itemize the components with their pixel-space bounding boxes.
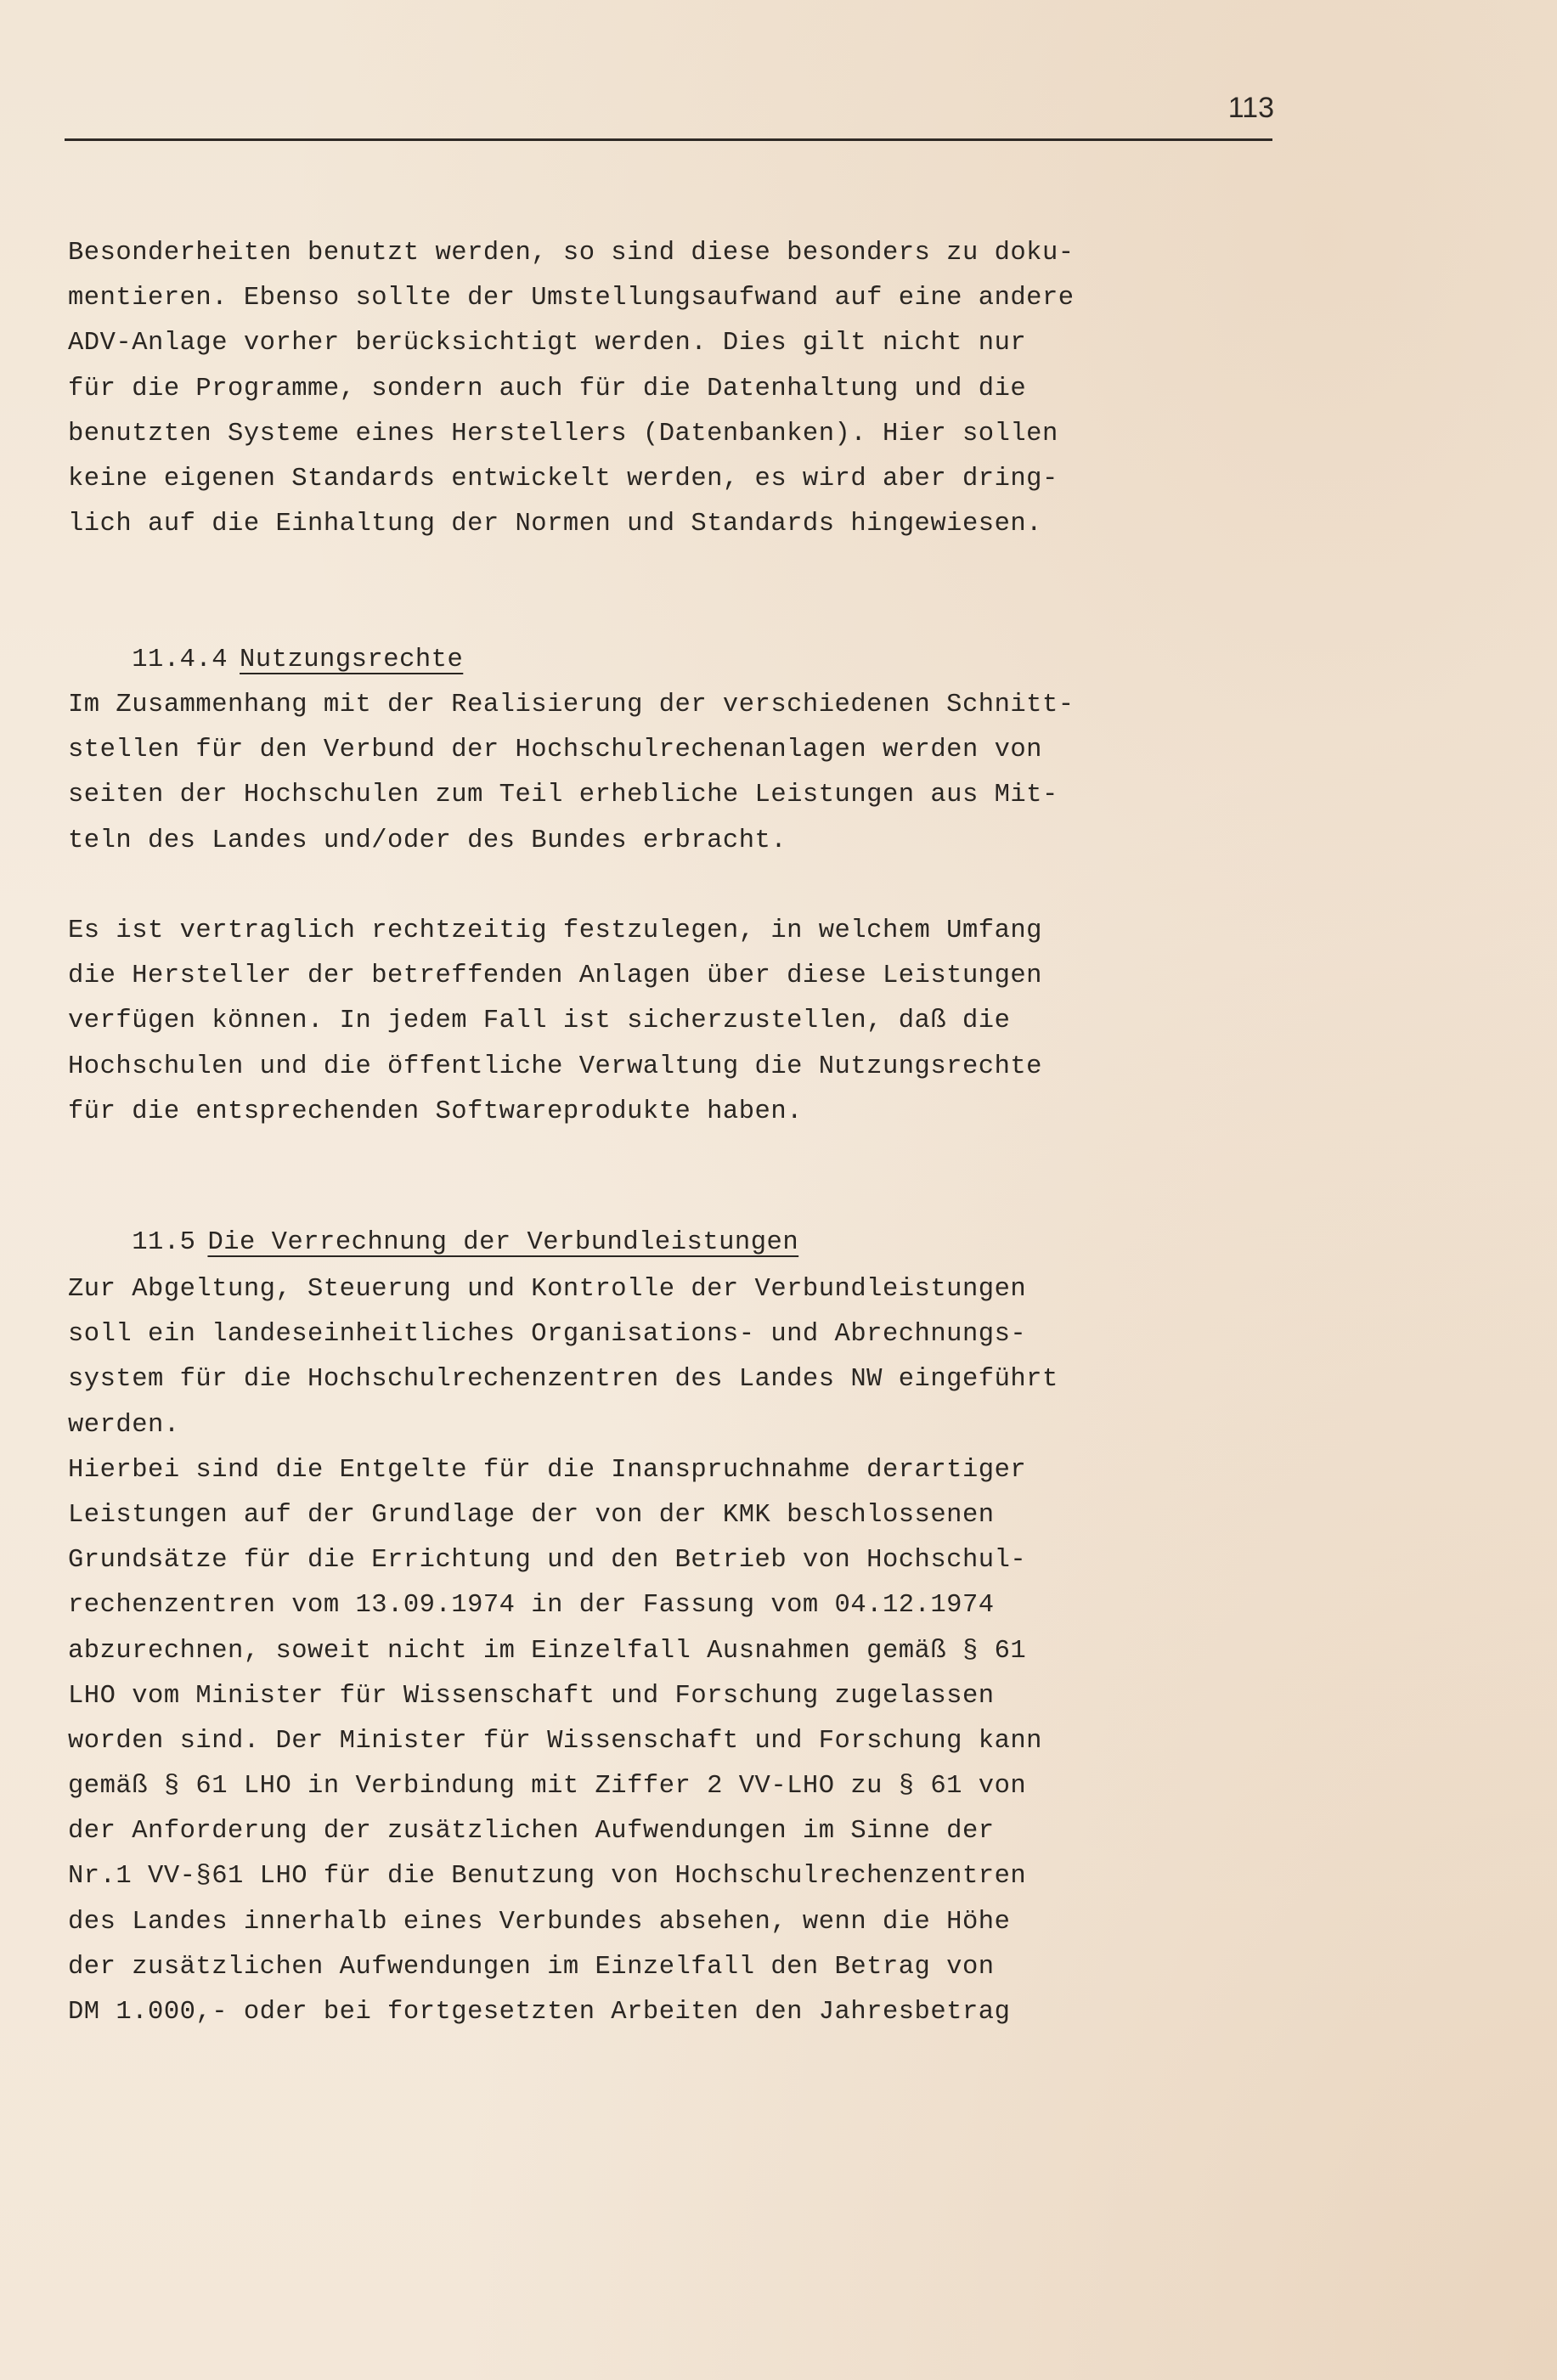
- text-line: der zusätzlichen Aufwendungen im Einzelfall den Betrag von: [68, 1952, 995, 1982]
- section-number: 11.4.4: [132, 646, 228, 675]
- text-line: mentieren. Ebenso sollte der Umstellungsaufwand auf eine andere: [68, 284, 1075, 313]
- text-line: teln des Landes und/oder des Bundes erbracht.: [68, 826, 787, 855]
- text-line: Es ist vertraglich rechtzeitig festzulegen, in welchem Umfang: [68, 916, 1042, 945]
- text-line: des Landes innerhalb eines Verbundes absehen, wenn die Höhe: [68, 1907, 1011, 1937]
- text-line: keine eigenen Standards entwickelt werden, es wird aber dring-: [68, 464, 1058, 493]
- text-line: werden.: [68, 1410, 180, 1440]
- text-line: worden sind. Der Minister für Wissenschaft und Forschung kann: [68, 1726, 1042, 1756]
- text-line: seiten der Hochschulen zum Teil erhebliche Leistungen aus Mit-: [68, 781, 1058, 810]
- section-title: Nutzungsrechte: [240, 646, 464, 675]
- text-line: verfügen können. In jedem Fall ist sicherzustellen, daß die: [68, 1007, 1011, 1036]
- text-line: Hierbei sind die Entgelte für die Inanspruchnahme derartiger: [68, 1455, 1027, 1485]
- text-line: abzurechnen, soweit nicht im Einzelfall Ausnahmen gemäß § 61: [68, 1636, 1027, 1666]
- text-line: LHO vom Minister für Wissenschaft und Forschung zugelassen: [68, 1681, 995, 1711]
- text-line: soll ein landeseinheitliches Organisations- und Abrechnungs-: [68, 1320, 1027, 1350]
- section-title: Die Verrechnung der Verbundleistungen: [207, 1228, 799, 1258]
- text-line: Hochschulen und die öffentliche Verwaltung die Nutzungsrechte: [68, 1052, 1042, 1081]
- text-line: Leistungen auf der Grundlage der von der KMK beschlossenen: [68, 1500, 995, 1530]
- text-line: die Hersteller der betreffenden Anlagen über diese Leistungen: [68, 962, 1042, 991]
- text-line: ADV-Anlage vorher berücksichtigt werden. Dies gilt nicht nur: [68, 329, 1027, 358]
- paragraph-intro: [68, 231, 1240, 547]
- page-number: 113: [1227, 92, 1274, 124]
- text-line: Besonderheiten benutzt werden, so sind diese besonders zu doku-: [68, 239, 1075, 268]
- text-line: gemäß § 61 LHO in Verbindung mit Ziffer 2 VV-LHO zu § 61 von: [68, 1772, 1027, 1802]
- paragraph-verbund: [68, 683, 1240, 864]
- text-line: Zur Abgeltung, Steuerung und Kontrolle der Verbundleistungen: [68, 1275, 1027, 1304]
- text-line: lich auf die Einhaltung der Normen und Standards hingewiesen.: [68, 510, 1042, 539]
- paragraph-vertraglich: [68, 909, 1240, 1135]
- header-rule: [65, 138, 1272, 141]
- text-line: DM 1.000,- oder bei fortgesetzten Arbeiten den Jahresbetrag: [68, 1998, 1011, 2027]
- text-line: der Anforderung der zusätzlichen Aufwendungen im Sinne der: [68, 1817, 995, 1847]
- text-line: für die Programme, sondern auch für die Datenhaltung und die: [68, 374, 1027, 403]
- text-line: system für die Hochschulrechenzentren des Landes NW eingeführt: [68, 1365, 1058, 1395]
- text-line: stellen für den Verbund der Hochschulrechenanlagen werden von: [68, 736, 1042, 765]
- paragraph-abgeltung: [68, 1267, 1240, 2035]
- text-line: für die entsprechenden Softwareprodukte haben.: [68, 1097, 803, 1126]
- text-line: rechenzentren vom 13.09.1974 in der Fassung vom 04.12.1974: [68, 1591, 995, 1621]
- text-line: Im Zusammenhang mit der Realisierung der verschiedenen Schnitt-: [68, 691, 1075, 719]
- text-line: Grundsätze für die Errichtung und den Betrieb von Hochschul-: [68, 1546, 1027, 1576]
- text-line: Nr.1 VV-§61 LHO für die Benutzung von Hochschulrechenzentren: [68, 1862, 1027, 1892]
- text-line: benutzten Systeme eines Herstellers (Datenbanken). Hier sollen: [68, 419, 1058, 448]
- section-number: 11.5: [132, 1228, 196, 1258]
